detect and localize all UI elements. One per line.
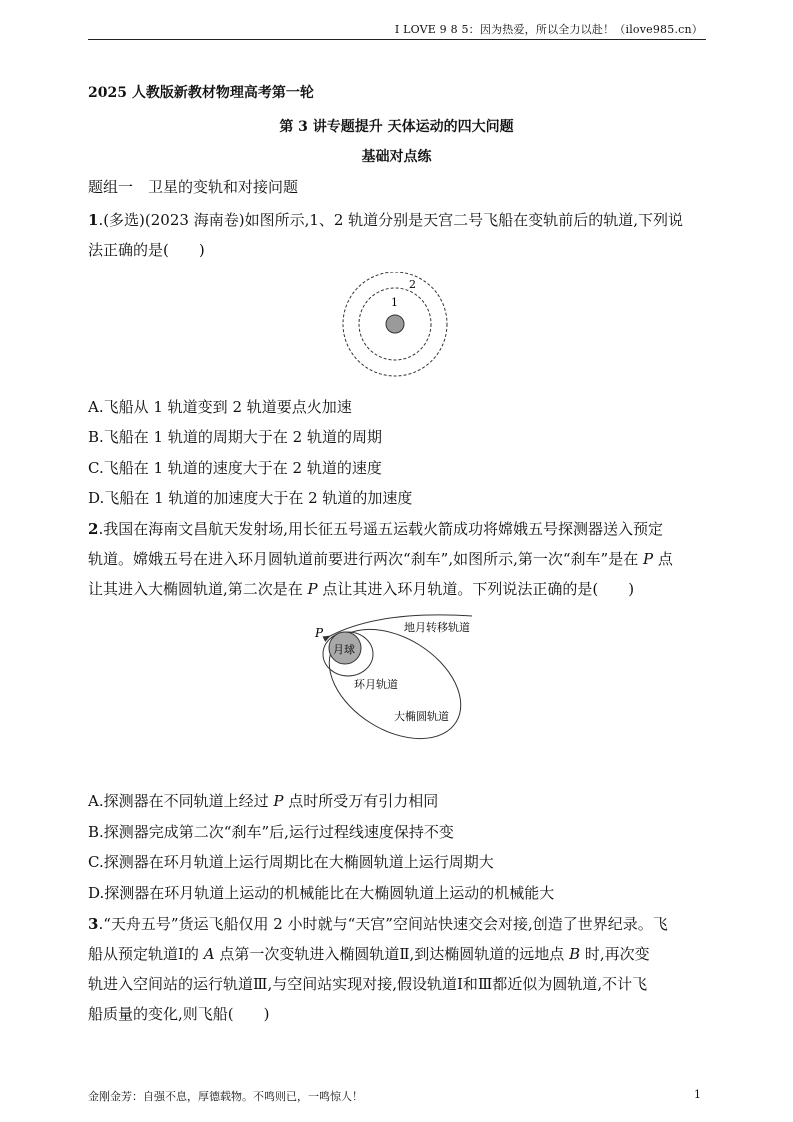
moon-label: 月球 xyxy=(333,643,355,656)
orbit-2-label: 2 xyxy=(409,278,416,291)
lecture-title: 第 3 讲专题提升 天体运动的四大问题 xyxy=(279,119,514,135)
option-c: C.飞船在 1 轨道的速度大于在 2 轨道的速度 xyxy=(88,459,382,477)
point-p-label: P xyxy=(315,626,324,640)
book-title: 2025 人教版新教材物理高考第一轮 xyxy=(88,85,314,101)
page-number: 1 xyxy=(694,1088,701,1101)
question-text: 点让其进入环月轨道。下列说法正确的是( ) xyxy=(317,580,635,598)
option-b: B.飞船在 1 轨道的周期大于在 2 轨道的周期 xyxy=(88,428,382,446)
question-text: 轨道。嫦娥五号在进入环月圆轨道前要进行两次“刹车”,如图所示,第一次“刹车”是在 xyxy=(88,550,643,568)
question-tag: .(多选)(2023 海南卷) xyxy=(98,211,245,229)
question-1 xyxy=(88,205,706,265)
question-text: 点第一次变轨进入椭圆轨道Ⅱ,到达椭圆轨道的远地点 xyxy=(214,945,570,963)
header-text: I LOVE 9 8 5：因为热爱，所以全力以赴！（ilove985.cn） xyxy=(394,23,703,36)
question-number: 2 xyxy=(88,520,99,538)
group-name: 卫星的变轨和对接问题 xyxy=(148,178,299,196)
point-p: P xyxy=(642,550,654,568)
point-b: B xyxy=(569,945,581,963)
question-text: .我国在海南文昌航天发射场,用长征五号遥五运载火箭成功将嫦娥五号探测器送入预定 xyxy=(98,520,663,538)
option-d: D.飞船在 1 轨道的加速度大于在 2 轨道的加速度 xyxy=(88,489,413,507)
orbit-1-label: 1 xyxy=(391,296,398,309)
question-2 xyxy=(88,514,706,604)
option-c: C.探测器在环月轨道上运行周期比在大椭圆轨道上运行周期大 xyxy=(88,853,494,871)
ellipse-orbit-label: 大椭圆轨道 xyxy=(394,710,449,723)
question-text: .“天舟五号”货运飞船仅用 2 小时就与“天宫”空间站快速交会对接,创造了世界纪录。飞 xyxy=(98,915,668,933)
orbit-figure-1 xyxy=(336,272,456,384)
transfer-orbit-label: 地月转移轨道 xyxy=(404,621,470,634)
option-b: B.探测器完成第二次“刹车”后,运行过程线速度保持不变 xyxy=(88,823,454,841)
option-d: D.探测器在环月轨道上运动的机械能比在大椭圆轨道上运动的机械能大 xyxy=(88,884,555,902)
option-text: A.探测器在不同轨道上经过 xyxy=(88,792,274,810)
question-text: 法正确的是( ) xyxy=(88,241,205,259)
point-a: A xyxy=(203,945,215,963)
orbit-figure-2 xyxy=(300,602,500,752)
question-text: 时,再次变 xyxy=(580,945,650,963)
option-text: 点时所受万有引力相同 xyxy=(283,792,439,810)
point-p: P xyxy=(307,580,318,598)
question-text: 轨进入空间站的运行轨道Ⅲ,与空间站实现对接,假设轨道Ⅰ和Ⅲ都近似为圆轨道,不计飞 xyxy=(88,975,648,993)
question-text: 点 xyxy=(653,550,673,568)
question-3 xyxy=(88,909,706,1029)
question-text: 船质量的变化,则飞船( ) xyxy=(88,1005,270,1023)
option-a xyxy=(88,790,438,811)
point-p: P xyxy=(273,792,284,810)
group-heading xyxy=(88,176,298,197)
section-title: 基础对点练 xyxy=(361,149,432,165)
question-text: 如图所示,1、2 轨道分别是天宫二号飞船在变轨前后的轨道,下列说 xyxy=(244,211,683,229)
header-divider xyxy=(88,39,706,40)
question-number: 1 xyxy=(88,211,99,229)
option-a: A.飞船从 1 轨道变到 2 轨道要点火加速 xyxy=(88,398,352,416)
lunar-orbit-label: 环月轨道 xyxy=(354,678,398,691)
group-label: 题组一 xyxy=(88,178,134,196)
question-number: 3 xyxy=(88,915,99,933)
question-text: 船从预定轨道Ⅰ的 xyxy=(88,945,204,963)
planet xyxy=(386,315,404,333)
footer-motto: 金刚金芳：自强不息，厚德载物。不鸣则已，一鸣惊人！ xyxy=(88,1090,363,1103)
question-text: 让其进入大椭圆轨道,第二次是在 xyxy=(88,580,308,598)
